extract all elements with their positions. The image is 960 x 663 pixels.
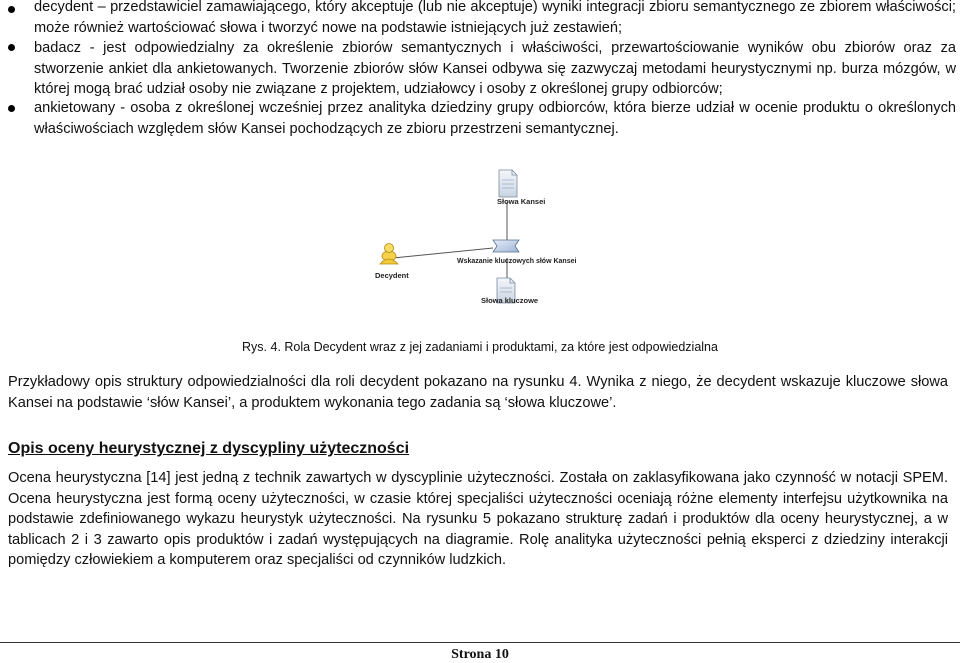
task-label: Wskazanie kluczowych słów Kansei — [457, 258, 577, 265]
paragraph: Przykładowy opis struktury odpowiedzialności dla roli decydent pokazano na rysunku 4. Wynika z niego, że decydent wskazuje kluczowe słowa Kansei na podstawie ‘słów Kansei’, a produktem wykonania tego zadania są ‘słowa kluczowe’. — [8, 374, 948, 411]
bullet-text: badacz - jest odpowiedzialny za określenie zbiorów semantycznych i właściwości, przewartościowanie wyników obu zbiorów oraz za stworzenie ankiet dla ankietowanych. Tworzenie zbiorów słów Kansei odbywa się zazwyczaj metodami heurystycznymi np. burza mózgów, w której mogą brać udział osoby nie związane z projektem, udziałowcy i osoby z określonej grupy odbiorców; — [34, 40, 956, 97]
bullet-text: ankietowany - osoba z określonej wcześniej przez analityka dziedziny grupy odbiorców, która bierze udział w ocenie produktu o określonych właściwościach względem słów Kansei pochodzących ze zbioru przestrzeni semantycznej. — [34, 100, 956, 137]
footer-divider — [0, 642, 960, 643]
task-icon — [493, 240, 519, 252]
paragraph: Ocena heurystyczna [14] jest jedną z technik zawartych w dyscyplinie użyteczności. Została on zaklasyfikowana jako czynność w notacji SPEM. Ocena heurystyczna jest formą oceny użyteczności, w czasie której specjaliści użyteczności oceniają różne elementy interfejsu użytkownika na podstawie zdefiniowanego wykazu heurystyk użyteczności. Na rysunku 5 pokazano strukturę zadań i produktów dla oceny heurystycznej, a w tablicach 2 i 3 zawarto opis produktów i zadań występujących na diagramie. Rolę analityka użyteczności pełnią eksperci z dziedziny interakcji pomiędzy człowiekiem a komputerem oraz specjaliści od czynników ludzkich. — [8, 470, 948, 568]
bullet-icon — [8, 44, 15, 51]
page-number: Strona 10 — [451, 647, 509, 662]
bullet-text: decydent – przedstawiciel zamawiającego, który akceptuje (lub nie akceptuje) wyniki integracji zbioru semantycznego ze zbiorem właściwości; może również wartościować słowa i tworzyć nowe na podstawie istniejących już zestawień; — [34, 0, 956, 36]
bullet-icon — [8, 105, 15, 112]
role-label: Decydent — [375, 271, 409, 280]
bottom-document-label: Słowa kluczowe — [481, 296, 539, 305]
figure-caption: Rys. 4. Rola Decydent wraz z jej zadaniami i produktami, za które jest odpowiedzialna — [242, 340, 718, 354]
connector-line — [393, 248, 493, 258]
role-icon — [380, 244, 398, 265]
section-heading: Opis oceny heurystycznej z dyscypliny użyteczności — [8, 440, 410, 457]
bullet-icon — [8, 6, 15, 13]
role-diagram — [365, 160, 595, 325]
top-document-label: Słowa Kansei — [497, 197, 546, 206]
document-icon — [499, 170, 517, 197]
